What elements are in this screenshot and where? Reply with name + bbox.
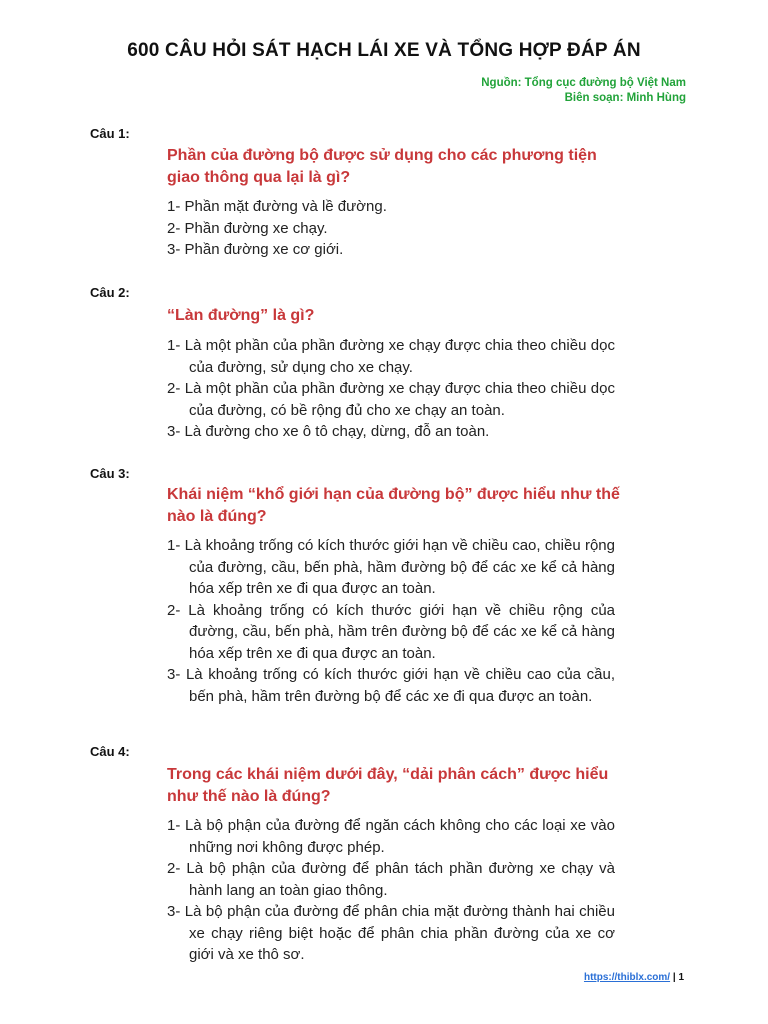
source-line: Nguồn: Tổng cục đường bộ Việt Nam — [481, 77, 686, 89]
source-block — [481, 76, 686, 106]
answer-item: 3- Là khoảng trống có kích thước giới hạn về chiều cao của cầu, bến phà, hầm trên đường bộ để các xe đi qua được an toàn. — [167, 666, 615, 705]
answer-item: 1- Là một phần của phần đường xe chạy được chia theo chiều dọc của đường, sử dụng cho xe chạy. — [167, 337, 615, 376]
question-4-answers — [167, 815, 615, 966]
answer-item: 3- Là bộ phận của đường để phân chia mặt đường thành hai chiều xe chạy riêng biệt hoặc để phân chia phần đường của xe cơ giới và xe thô sơ. — [167, 903, 615, 963]
question-2-text: “Làn đường” là gì? — [167, 307, 315, 324]
answer-item: 1- Phần mặt đường và lề đường. — [167, 198, 387, 215]
question-2-label: Câu 2: — [90, 285, 130, 300]
answer-item: 1- Là khoảng trống có kích thước giới hạn về chiều cao, chiều rộng của đường, cầu, bến phà, hầm đường bộ để các xe kể cả hàng hóa xếp trên xe đi qua được an toàn. — [167, 537, 615, 597]
answer-item: 2- Phần đường xe chạy. — [167, 219, 328, 237]
editor-line: Biên soạn: Minh Hùng — [564, 92, 686, 104]
answer-item: 1- Là bộ phận của đường để ngăn cách không cho các loại xe vào những nơi không được phép. — [167, 817, 615, 856]
answer-item: 2- Là một phần của phần đường xe chạy được chia theo chiều dọc của đường, có bề rộng đủ cho xe chạy an toàn. — [167, 380, 615, 419]
page-footer — [584, 972, 684, 983]
answer-item: 3- Là đường cho xe ô tô chạy, dừng, đỗ an toàn. — [167, 423, 490, 440]
question-3-label: Câu 3: — [90, 466, 130, 481]
answer-item: 2- Là khoảng trống có kích thước giới hạn về chiều rộng của đường, cầu, bến phà, hầm trên đường bộ để các xe kể cả hàng hóa xếp trên xe đi qua được an toàn. — [167, 601, 615, 662]
footer-separator: | — [670, 972, 679, 983]
question-4-label: Câu 4: — [90, 744, 130, 759]
question-2-answers — [167, 335, 615, 443]
question-1-text: Phần của đường bộ được sử dụng cho các phương tiện giao thông qua lại là gì? — [167, 147, 597, 186]
question-1-answers — [167, 196, 615, 261]
document-title: 600 CÂU HỎI SÁT HẠCH LÁI XE VÀ TỔNG HỢP ĐÁP ÁN — [127, 40, 641, 61]
question-1-label: Câu 1: — [90, 126, 130, 141]
question-4-text: Trong các khái niệm dưới đây, “dải phân cách” được hiểu như thế nào là đúng? — [167, 766, 609, 805]
question-3-text: Khái niệm “khổ giới hạn của đường bộ” được hiểu như thế nào là đúng? — [167, 486, 620, 525]
question-3-answers — [167, 535, 615, 707]
answer-item: 3- Phần đường xe cơ giới. — [167, 241, 344, 258]
page-number: 1 — [678, 972, 684, 983]
answer-item: 2- Là bộ phận của đường để phân tách phần đường xe chạy và hành lang an toàn giao thông. — [167, 860, 615, 899]
website-link[interactable]: https://thiblx.com/ — [583, 972, 671, 983]
